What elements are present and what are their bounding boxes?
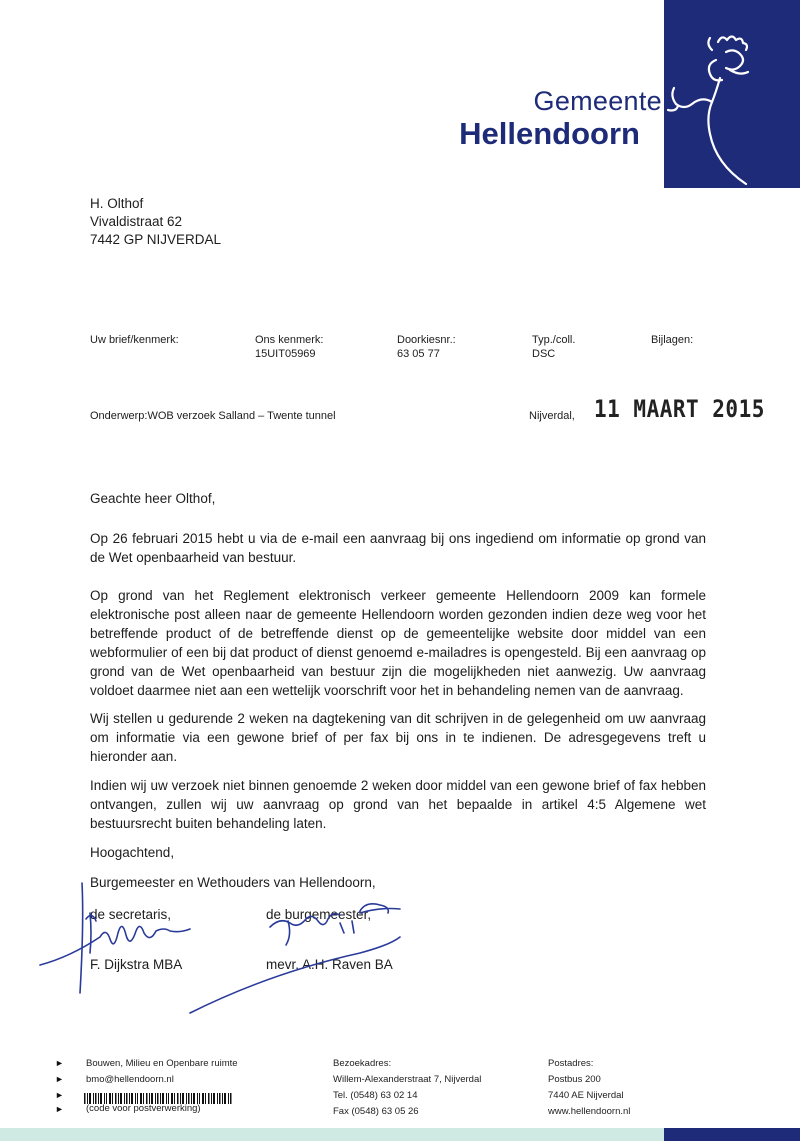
recipient-street: Vivaldistraat 62 [90,214,183,229]
footer-postal-address [548,1056,630,1120]
place-name: Nijverdal, [529,410,575,422]
typist-value: DSC [532,348,556,360]
footer-website[interactable]: www.hellendoorn.nl [548,1106,631,1117]
salutation: Geachte heer Olthof, [90,491,216,506]
postal-label: Postadres: [548,1058,594,1069]
municipal-logo-icon [656,30,766,190]
footer-email[interactable]: bmo@hellendoorn.nl [86,1074,174,1085]
footer-arrow-4: ► [55,1104,64,1114]
footer-tel: Tel. (0548) 63 02 14 [333,1090,418,1101]
paragraph-3: Wij stellen u gedurende 2 weken na dagtekening van dit schrijven in de gelegenheid om uw aanvraag om informatie via een gewone brief of per fax bij ons in te indienen. De adresgegevens treft u hieronder aan. [90,711,706,764]
footer-visit-address [333,1056,481,1120]
footer-stripe-accent [664,1128,800,1141]
attachments-label: Bijlagen: [651,334,694,346]
date-stamp: 11 MAART 2015 [594,395,765,423]
direct-number-label: Doorkiesnr.: [397,334,456,346]
secretary-title: de secretaris, [90,907,172,922]
postal-city: 7440 AE Nijverdal [548,1090,624,1101]
signatory-body: Burgemeester en Wethouders van Hellendoorn, [90,875,376,890]
paragraph-1: Op 26 februari 2015 hebt u via de e-mail een aanvraag bij ons ingediend om informatie op grond van de Wet openbaarheid van bestuur. [90,531,706,565]
footer-arrow-3: ► [55,1090,64,1100]
footer-department-block [86,1056,238,1088]
recipient-address [90,195,221,249]
recipient-name: H. Olthof [90,196,144,211]
letterhead-hellendoorn: Hellendoorn [459,116,640,151]
footer-fax: Fax (0548) 63 05 26 [333,1106,419,1117]
visit-label: Bezoekadres: [333,1058,392,1069]
footer-arrow-1: ► [55,1058,64,1068]
footer-arrow-2: ► [55,1074,64,1084]
postbox: Postbus 200 [548,1074,601,1085]
your-reference [90,333,179,347]
your-reference-label: Uw brief/kenmerk: [90,334,179,346]
typist-code [532,333,575,361]
attachments [651,333,693,347]
our-reference [255,333,323,361]
paragraph-2: Op grond van het Reglement elektronisch verkeer gemeente Hellendoorn 2009 kan formele elektronische post alleen naar de gemeente Hellendoorn worden gezonden indien deze weg voor het betreffende product of de betreffende dienst op de gemeentelijke website door middel van een webformulier of een bij dat product of dienst genoemd e-mailadres is opengesteld. Bij een aanvraag op grond van de Wet openbaarheid van bestuur zijn die mogelijkheden niet aanwezig. Uw aanvraag voldoet daarmee niet aan een wettelijk voorschrift voor het in behandeling nemen van de aanvraag. [90,588,706,698]
direct-number-value: 63 05 77 [397,348,440,360]
signatures-icon [30,865,450,1015]
our-reference-value: 15UIT05969 [255,348,316,360]
visit-address: Willem-Alexanderstraat 7, Nijverdal [333,1074,482,1085]
mayor-title: de burgemeester, [266,907,372,922]
closing: Hoogachtend, [90,845,175,860]
footer-department: Bouwen, Milieu en Openbare ruimte [86,1058,238,1069]
letterhead-gemeente: Gemeente [533,86,662,116]
secretary-name: F. Dijkstra MBA [90,957,183,972]
paragraph-4: Indien wij uw verzoek niet binnen genoemde 2 weken door middel van een gewone brief of fax hebben ontvangen, zullen wij uw aanvraag op grond van het bepaalde in artikel 4:5 Algemene wet bestuursrecht buiten behandeling laten. [90,778,706,831]
mayor-name: mevr. A.H. Raven BA [266,957,393,972]
our-reference-label: Ons kenmerk: [255,334,324,346]
typist-label: Typ./coll. [532,334,576,346]
subject-line: Onderwerp:WOB verzoek Salland – Twente tunnel [90,410,336,422]
direct-number [397,333,456,361]
recipient-city: 7442 GP NIJVERDAL [90,232,222,247]
barcode-caption: (code voor postverwerking) [86,1103,201,1114]
